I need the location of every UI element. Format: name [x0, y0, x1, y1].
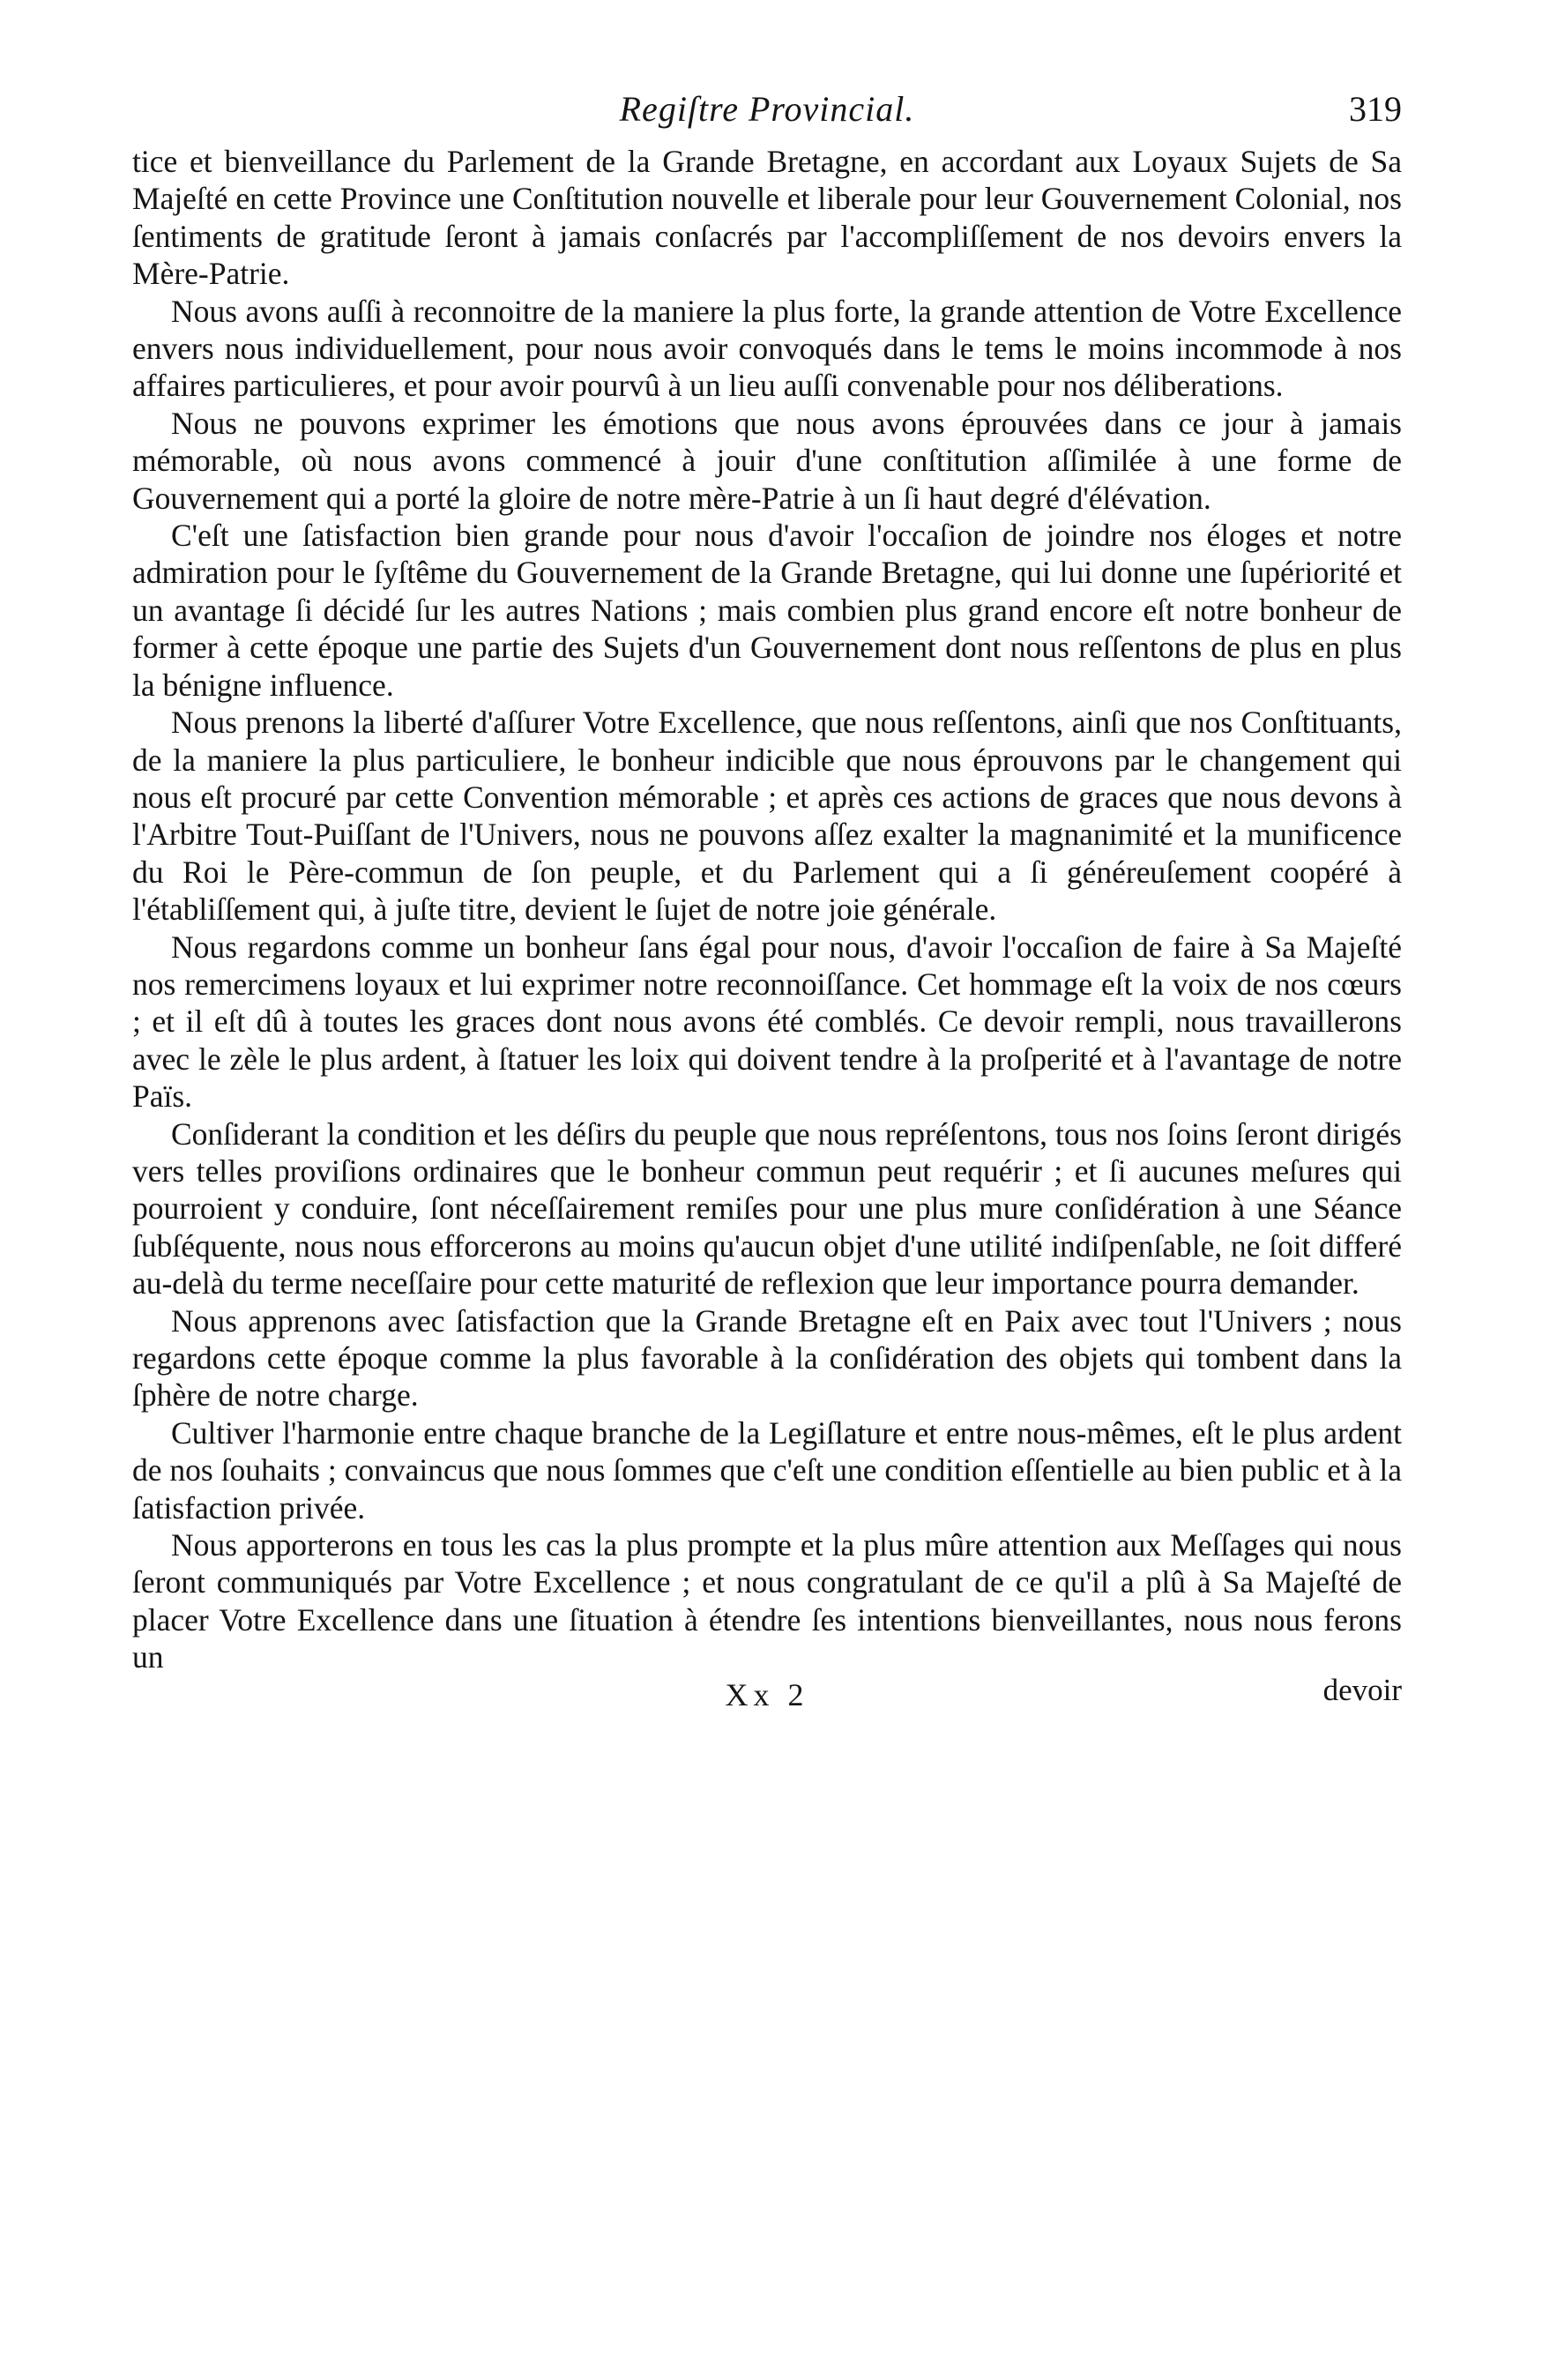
paragraph-3: Nous ne pouvons exprimer les émotions que nous avons éprouvées dans ce jour à jamais mémorable, où nous avons commencé à jouir d'une conſtitution aſſimilée à une forme de Gouvernement qui a porté la gloire de notre mère-Patrie à un ſi haut degré d'élévation. — [132, 405, 1402, 516]
paragraph-2: Nous avons auſſi à reconnoitre de la maniere la plus forte, la grande attention de Votre Excellence envers nous individuellement, pour nous avoir convoqués dans le tems le moins incommode à nos affaires particulieres, et pour avoir pourvû à un lieu auſſi convenable pour nos déliberations. — [132, 293, 1402, 404]
document-page — [132, 88, 1402, 2310]
paragraph-7: Conſiderant la condition et les déſirs du peuple que nous repréſentons, tous nos ſoins ſeront dirigés vers telles proviſions ordinaires que le bonheur commun peut requérir ; et ſi aucunes meſures qui pourroient y conduire, ſont néceſſairement remiſes pour une plus mure conſidération à une Séance ſubſéquente, nous nous efforcerons au moins qu'aucun objet d'une utilité indiſpenſable, ne ſoit differé au-delà du terme neceſſaire pour cette maturité de reflexion que leur importance pourra demander. — [132, 1115, 1402, 1302]
signature-mark: Xx 2 — [725, 1676, 809, 1712]
paragraph-5: Nous prenons la liberté d'aſſurer Votre Excellence, que nous reſſentons, ainſi que nos Conſtituants, de la maniere la plus particuliere, le bonheur indicible que nous éprouvons par le changement qui nous eſt procuré par cette Convention mémorable ; et après ces actions de graces que nous devons à l'Arbitre Tout-Puiſſant de l'Univers, nous ne pouvons aſſez exalter la magnanimité et la munificence du Roi le Père-commun de ſon peuple, et du Parlement qui a ſi généreuſement coopéré à l'établiſſement qui, à juſte titre, devient le ſujet de notre joie générale. — [132, 705, 1402, 928]
paragraph-6: Nous regardons comme un bonheur ſans égal pour nous, d'avoir l'occaſion de faire à Sa Majeſté nos remercimens loyaux et lui exprimer notre reconnoiſſance. Cet hommage eſt la voix de nos cœurs ; et il eſt dû à toutes les graces dont nous avons été comblés. Ce devoir rempli, nous travaillerons avec le zèle le plus ardent, à ſtatuer les loix qui doivent tendre à la proſperité et à l'avantage de notre Païs. — [132, 929, 1402, 1115]
page-header — [132, 88, 1402, 143]
page-footer — [132, 1672, 1402, 1720]
paragraph-4: C'eſt une ſatisfaction bien grande pour nous d'avoir l'occaſion de joindre nos éloges et notre admiration pour le ſyſtême du Gouvernement de la Grande Bretagne, qui lui donne une ſupériorité et un avantage ſi décidé ſur les autres Nations ; mais combien plus grand encore eſt notre bonheur de former à cette époque une partie des Sujets d'un Gouvernement dont nous reſſentons de plus en plus la bénigne influence. — [132, 518, 1402, 703]
paragraph-10: Nous apporterons en tous les cas la plus prompte et la plus mûre attention aux Meſſages qui nous ſeront communiqués par Votre Excellence ; et nous congratulant de ce qu'il a plû à Sa Majeſté de placer Votre Excellence dans une ſituation à étendre ſes intentions bienveillantes, nous nous ferons un — [132, 1527, 1402, 1675]
paragraph-8: Nous apprenons avec ſatisfaction que la Grande Bretagne eſt en Paix avec tout l'Univers ; nous regardons cette époque comme la plus favorable à la conſidération des objets qui tombent dans la ſphère de notre charge. — [132, 1302, 1402, 1414]
body-text — [132, 143, 1402, 1676]
running-title: Regiſtre Provincial. — [619, 89, 915, 129]
paragraph-9: Cultiver l'harmonie entre chaque branche de la Legiſlature et entre nous-mêmes, eſt le plus ardent de nos ſouhaits ; convaincus que nous ſommes que c'eſt une condition eſſentielle au bien public et à la ſatisfaction privée. — [132, 1414, 1402, 1526]
page-number: 319 — [1349, 89, 1402, 129]
paragraph-1: tice et bienveillance du Parlement de la Grande Bretagne, en accordant aux Loyaux Sujets de Sa Majeſté en cette Province une Conſtitution nouvelle et liberale pour leur Gouvernement Colonial, nos ſentiments de gratitude ſeront à jamais conſacrés par l'accompliſſement de nos devoirs envers la Mère-Patrie. — [132, 144, 1402, 292]
catchword: devoir — [1322, 1672, 1402, 1707]
